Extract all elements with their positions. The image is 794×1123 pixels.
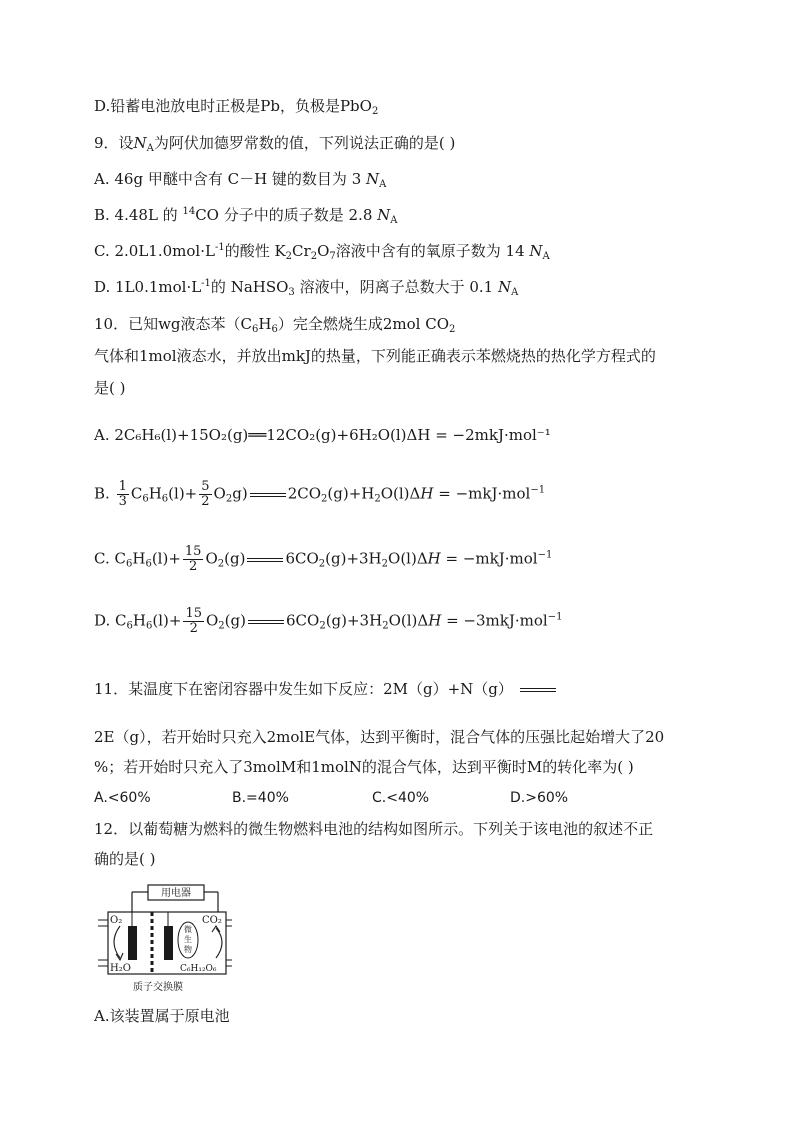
q11-stem-line2: 2E（g），若开始时只充入2molE气体，达到平衡时，混合气体的压强比起始增大了20 [94,728,665,746]
fraction-15-2: $\frac{15}{2}$ [185,606,202,636]
q11-option-a: A.<60% [94,790,151,806]
q9-option-c: C. $2.0L1.0mol\cdot L^{-1}$的酸性 $K_2Cr_2O_7$溶液中含有的氧原子数为 14 $N_A$ [94,242,550,262]
q9-stem: 9．设$N_A$为阿伏加德罗常数的值，下列说法正确的是( ) [94,134,456,154]
q9-option-b: B. 4.48L 的 $^{14}$CO 分子中的质子数是 2.8 $N_A$ [94,206,398,226]
appliance-label: 用电器 [161,888,191,899]
q10-option-b: B. $\frac{1}{3}$ $C_6H_6(l)+$ $\frac{5}{2}$ $O_2g$) $2CO_2(g)+H_2O(l)\Delta H = -mkJ\cdot mol^{-1}$ [94,479,546,509]
equilibrium-sign [520,688,556,692]
q10-stem-line1: 10．已知wg液态苯$(C_6H_6)$完全燃烧生成2mol $CO_2$ [94,315,456,335]
q9-option-d: D. $1L0.1mol\cdot L^{-1}$的 NaHSO$_3$ 溶液中，阴离子总数大于 0.1 $N_A$ [94,278,519,298]
equilibrium-sign [250,493,286,497]
equilibrium-sign [248,620,284,624]
left-electrode [128,926,137,960]
fraction-15-2: $\frac{15}{2}$ [184,544,202,574]
q8-option-d: D.铅蓄电池放电时正极是Pb，负极是PbO$_2$ [94,97,379,117]
svg-text:微: 微 [184,925,192,934]
q12-option-a: A.该装置属于原电池 [94,1007,230,1025]
q11-option-c: C.<40% [372,790,430,806]
label-membrane-caption: 质子交换膜 [133,982,183,993]
q11-option-b: B.=40% [232,790,289,806]
fuel-cell-diagram [98,882,232,998]
q10-option-d: D. $C_6H_6(l)+$ $\frac{15}{2}$ $O_2(g) 6CO_2(g)+3H_2O(l)\Delta H = -3mkJ\cdot mol^{-1}$ [94,606,563,636]
q11-stem-line3: %；若开始时只充入了3molM和1molN的混合气体，达到平衡时M的转化率为( ) [94,758,634,776]
q12-stem-line1: 12．以葡萄糖为燃料的微生物燃料电池的结构如图所示。下列关于该电池的叙述不正 [94,820,654,838]
label-h2o: H₂O [110,963,131,974]
right-flow-arrow [216,928,222,958]
svg-text:物: 物 [184,945,192,954]
q10-stem-line2: 气体和1mol液态水，并放出mkJ的热量，下列能正确表示苯燃烧热的热化学方程式的 [94,347,656,365]
right-electrode [164,926,173,960]
fuel-cell-svg [98,882,232,998]
q10-stem-line3: 是( ) [94,379,126,397]
equilibrium-sign [247,558,283,562]
q12-stem-line2: 确的是( ) [94,850,156,868]
q11-stem-line1: 11．某温度下在密闭容器中发生如下反应：2M（g）+N（g） [94,679,558,699]
label-co2: CO₂ [202,915,222,926]
q11-option-d: D.>60% [510,790,569,806]
fraction-1-3: $\frac{1}{3}$ [118,479,127,509]
q10-option-c: C. $C_6H_6(l)+$ $\frac{15}{2}$ $O_2(g) 6CO_2(g)+3H_2O(l)\Delta H = -mkJ\cdot mol^{-1}$ [94,544,553,574]
fraction-5-2: $\frac{5}{2}$ [201,479,210,509]
q10-option-a: A. 2C₆H₆(l)+15O₂(g)══12CO₂(g)+6H₂O(l)ΔH = −2mkJ·mol⁻¹ [94,426,551,444]
svg-text:生: 生 [184,935,192,944]
label-o2: O₂ [110,915,123,926]
label-glucose: C₆H₁₂O₆ [180,964,217,974]
q9-option-a: A. 46g 甲醚中含有 C－H 键的数目为 3 $N_A$ [94,170,387,190]
left-flow-arrow [114,926,120,958]
